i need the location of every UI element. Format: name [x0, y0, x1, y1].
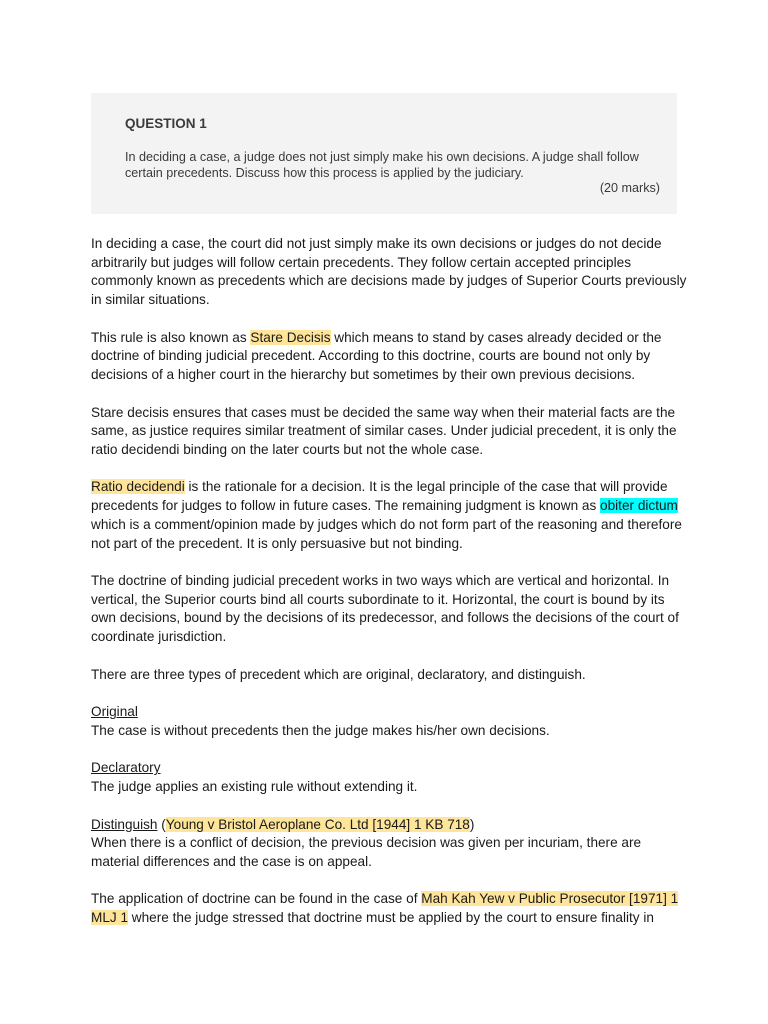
text-segment: is the rationale for a decision. It is the legal principle of the case that will provide precedents for judges to follow in future cases. The remaining judgment is known as — [91, 479, 668, 514]
text-declaratory: The judge applies an existing rule without extending it. — [91, 779, 418, 795]
heading-distinguish: Distinguish — [91, 816, 158, 832]
highlight-stare-decisis: Stare Decisis — [250, 329, 331, 345]
text-segment: The application of doctrine can be found in the case of — [91, 891, 422, 907]
text-original: The case is without precedents then the judge makes his/her own decisions. — [91, 722, 550, 738]
text-segment: where the judge stressed that doctrine must be applied by the court to ensure finality in — [128, 910, 654, 926]
text-segment: ) — [469, 816, 475, 832]
section-distinguish — [91, 816, 691, 872]
text-segment: which means to stand by cases already decided or the doctrine of binding judicial precedent. According to this doctrine, courts are bound not only by decisions of a higher court in the hierarchy but sometimes by their own previous decisions. — [91, 329, 662, 383]
paragraph-stare-decisis-ensures: Stare decisis ensures that cases must be decided the same way when their material facts are the same, as justice requires similar treatment of similar cases. Under judicial precedent, it is only the ratio decidendi binding on the later courts but not the whole case. — [91, 404, 677, 457]
text-distinguish: When there is a conflict of decision, the previous decision was given per incuriam, there are material differences and the case is on appeal. — [91, 835, 642, 869]
paragraph-three-types: There are three types of precedent which are original, declaratory, and distinguish. — [91, 666, 586, 682]
heading-original: Original — [91, 704, 138, 720]
question-box — [91, 93, 677, 214]
highlight-case-mah-kah-yew: Mah Kah Yew v Public Prosecutor [1971] 1 MLJ 1 — [91, 891, 679, 926]
answer-body — [91, 235, 691, 947]
paragraph-application — [91, 890, 691, 927]
text-segment: ( — [157, 816, 166, 832]
paragraph-ratio-decidendi — [91, 478, 691, 553]
heading-declaratory: Declaratory — [91, 760, 161, 776]
question-title: QUESTION 1 — [125, 116, 207, 131]
paragraph-stare-decisis — [91, 329, 691, 385]
section-declaratory — [91, 759, 691, 796]
paragraph-intro: In deciding a case, the court did not just simply make its own decisions or judges do not decide arbitrarily but judges will follow certain precedents. They follow certain accepted principles commonly known as precedents which are decisions made by judges of Superior Courts previously in similar situations. — [91, 236, 687, 308]
highlight-case-young: Young v Bristol Aeroplane Co. Ltd [1944] 1 KB 718 — [165, 816, 470, 832]
section-original — [91, 703, 691, 740]
text-segment: which is a comment/opinion made by judges which do not form part of the reasoning and therefore not part of the precedent. It is only persuasive but not binding. — [91, 516, 682, 551]
highlight-ratio-decidendi: Ratio decidendi — [91, 479, 185, 495]
paragraph-vertical-horizontal: The doctrine of binding judicial precedent works in two ways which are vertical and horizontal. In vertical, the Superior courts bind all courts subordinate to it. Horizontal, the court is bound by its own decisions, bound by the decisions of its predecessor, and follows the decisions of the court of coordinate jurisdiction. — [91, 573, 679, 645]
question-text: In deciding a case, a judge does not just simply make his own decisions. A judge shall follow certain precedents. Discuss how this process is applied by the judiciary. — [125, 150, 639, 180]
text-segment: This rule is also known as — [91, 329, 251, 345]
highlight-obiter-dictum: obiter dictum — [600, 498, 678, 514]
question-marks: (20 marks) — [599, 181, 660, 195]
